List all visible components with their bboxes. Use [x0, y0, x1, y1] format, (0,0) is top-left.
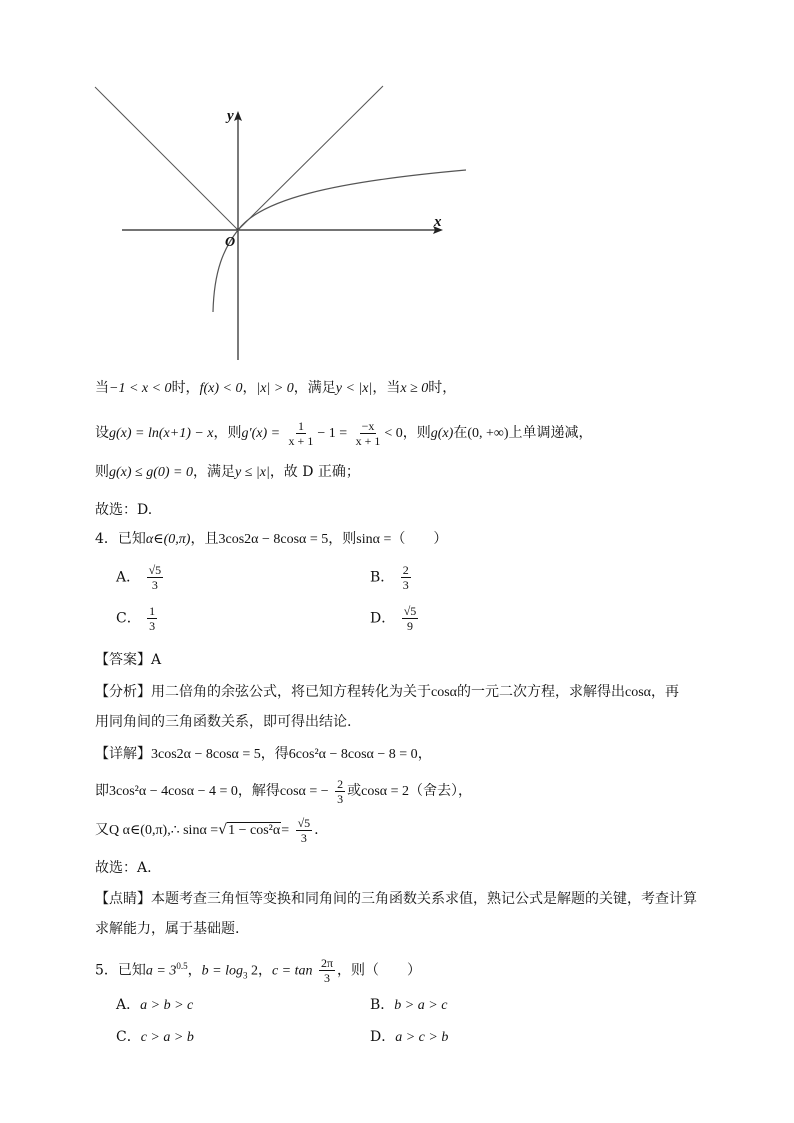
text: ，得 — [260, 746, 289, 762]
fraction — [354, 419, 383, 448]
q5-option-a[interactable] — [116, 995, 193, 1016]
denominator: x + 1 — [288, 433, 314, 448]
math: x ≥ 0 — [400, 381, 429, 396]
fraction — [335, 777, 345, 806]
option-label: C． — [116, 610, 141, 627]
log-base: 3 — [242, 970, 248, 981]
comment-tag: 【点睛】 — [95, 891, 151, 907]
text: ，满足 — [193, 464, 235, 480]
math: b = log — [201, 963, 243, 979]
math: sinα = — [356, 532, 392, 547]
q5-option-b[interactable] — [370, 995, 447, 1016]
numerator: 2π — [320, 956, 334, 971]
q4-option-c[interactable] — [116, 604, 159, 633]
exponent: 0.5 — [176, 961, 188, 971]
text: ， — [417, 746, 432, 762]
detail-tag: 【详解】 — [95, 746, 151, 762]
text: ，满足 — [293, 380, 336, 396]
q4-comment-line-1 — [95, 889, 704, 909]
curve-f-x — [213, 170, 466, 312]
fraction — [319, 956, 335, 985]
math: 6cos²α − 8cosα − 8 = 0 — [288, 747, 418, 762]
denominator: 3 — [337, 791, 344, 806]
option-text: b > a > c — [394, 998, 448, 1013]
option-label: B． — [370, 569, 395, 586]
q5-option-d[interactable] — [370, 1027, 448, 1048]
numerator: 2 — [402, 563, 409, 577]
text: 本题考查三角恒等变换和同角间的三角函数关系求值，熟记公式是解题的关键，考查计算 — [151, 891, 697, 907]
origin-label: O — [225, 235, 236, 250]
numerator: √5 — [403, 604, 417, 618]
q4-option-a[interactable] — [116, 563, 165, 592]
math: f(x) < 0 — [199, 381, 243, 396]
math: c = tan — [271, 963, 313, 979]
q4-analysis-line-2: 用同角间的三角函数关系，即可得出结论. — [95, 714, 352, 730]
math: cosα — [431, 685, 457, 700]
text: ， — [187, 962, 202, 979]
fraction — [296, 816, 313, 845]
y-axis-label: y — [227, 108, 234, 124]
text: ，则 — [402, 425, 431, 441]
math: a = 3 — [145, 963, 177, 979]
text: （舍去）， — [409, 783, 473, 799]
line-y-eq-x — [238, 86, 383, 230]
math: 3cos2α − 8cosα = 5 — [218, 532, 329, 547]
q4-detail-line-2 — [95, 776, 704, 807]
text: 用二倍角的余弦公式，将已知方程转化为关于 — [151, 684, 431, 700]
fraction — [287, 419, 316, 448]
numerator: −x — [361, 418, 375, 433]
fraction — [147, 563, 164, 592]
solution-line-3 — [95, 462, 704, 483]
math: y ≤ |x| — [235, 465, 270, 480]
denominator: 3 — [149, 619, 156, 633]
math: g(x) — [430, 426, 454, 441]
sqrt-expression: 1 − cos²α — [228, 823, 281, 838]
option-label: D． — [370, 610, 396, 627]
math: α∈(0,π) — [145, 532, 191, 547]
option-label: A． — [116, 997, 141, 1013]
text: 又 — [95, 822, 109, 838]
function-graph — [0, 0, 794, 370]
math: (0, +∞) — [467, 426, 509, 441]
text: ，解得 — [237, 783, 280, 799]
q4-option-d[interactable] — [370, 604, 420, 633]
numerator: 1 — [149, 604, 156, 618]
solution-line-2 — [95, 418, 704, 449]
option-label: A． — [116, 569, 141, 586]
text: ， — [242, 380, 257, 396]
math: < 0 — [384, 426, 403, 441]
text: 则 — [95, 464, 109, 480]
q4-detail-line-1 — [95, 744, 704, 765]
denominator: 3 — [402, 578, 409, 592]
math: y < |x| — [335, 381, 373, 396]
question-number: 5．已知 — [95, 962, 146, 979]
q5-option-c[interactable] — [116, 1027, 194, 1048]
text: 设 — [95, 425, 109, 441]
text: 的一元二次方程，求解得出 — [457, 684, 625, 700]
option-label: D． — [370, 1029, 396, 1045]
numerator: √5 — [297, 815, 311, 830]
math: g(x) ≤ g(0) = 0 — [109, 465, 193, 480]
text: 或 — [347, 783, 362, 799]
text: 在 — [453, 425, 468, 441]
question-number: 4．已知 — [95, 531, 146, 547]
text: ，则 — [328, 531, 357, 547]
q4-answer — [95, 650, 704, 670]
text: ，故 D 正确； — [269, 464, 360, 480]
line-y-eq-neg-x — [95, 87, 238, 230]
math: cosα = 2 — [361, 784, 410, 799]
text: . — [314, 822, 319, 838]
text: ，再 — [651, 684, 679, 700]
text: ，当 — [372, 380, 401, 396]
numerator: 2 — [337, 776, 344, 791]
analysis-tag: 【分析】 — [95, 684, 151, 700]
text: ，且 — [190, 531, 219, 547]
text: ， — [257, 962, 272, 979]
question-5-stem — [95, 951, 704, 990]
text: 时， — [171, 380, 200, 396]
q4-analysis-line-1 — [95, 682, 704, 703]
math: 3cos²α − 4cosα − 4 = 0 — [109, 784, 238, 799]
text: （ ） — [391, 531, 448, 547]
answer-tag: 【答案】 — [95, 652, 151, 668]
math: cosα = − — [279, 784, 329, 799]
math: |x| > 0 — [256, 381, 294, 396]
option-label: C． — [116, 1029, 141, 1045]
option-text: a > b > c — [140, 998, 194, 1013]
denominator: 3 — [151, 578, 158, 592]
q4-option-b[interactable] — [370, 563, 413, 592]
math: 2 — [247, 963, 258, 979]
q4-choose: 故选：A. — [95, 860, 152, 876]
question-4-stem — [95, 529, 704, 550]
answer-value: A — [151, 652, 162, 668]
math: g(x) = ln(x+1) − x — [109, 426, 214, 441]
text: ，则（ ） — [337, 962, 422, 979]
fraction — [402, 604, 419, 633]
math: Q α∈(0,π),∴ sinα = — [109, 823, 219, 838]
fraction — [401, 563, 411, 592]
x-axis-label: x — [434, 214, 442, 230]
denominator: 3 — [300, 830, 307, 845]
text: 时， — [428, 380, 457, 396]
numerator: 1 — [297, 418, 304, 433]
math: g′(x) = — [241, 426, 281, 441]
solution-line-1 — [95, 378, 704, 399]
text: ，则 — [213, 425, 242, 441]
math: = — [281, 823, 290, 838]
denominator: 9 — [406, 619, 413, 633]
q4-detail-line-3: 又Q α∈(0,π),∴ sinα =√1 − cos²α= $\frac{√5}{3}$ . — [95, 815, 319, 845]
solution-choose: 故选：D. — [95, 502, 153, 518]
math: 3cos2α − 8cosα = 5 — [151, 747, 261, 762]
option-text: c > a > b — [140, 1030, 194, 1045]
denominator: 3 — [324, 971, 331, 986]
fraction — [147, 604, 157, 633]
denominator: x + 1 — [355, 433, 381, 448]
numerator: √5 — [148, 563, 162, 577]
text: 即 — [95, 783, 109, 799]
math: cosα — [625, 685, 651, 700]
text: 当 — [95, 380, 109, 396]
q4-comment-line-2: 求解能力，属于基础题. — [95, 921, 240, 937]
option-label: B． — [370, 997, 395, 1013]
text: 上单调递减， — [508, 425, 593, 441]
option-text: a > c > b — [395, 1030, 449, 1045]
math: −1 < x < 0 — [109, 381, 172, 396]
math: − 1 = — [317, 426, 348, 441]
